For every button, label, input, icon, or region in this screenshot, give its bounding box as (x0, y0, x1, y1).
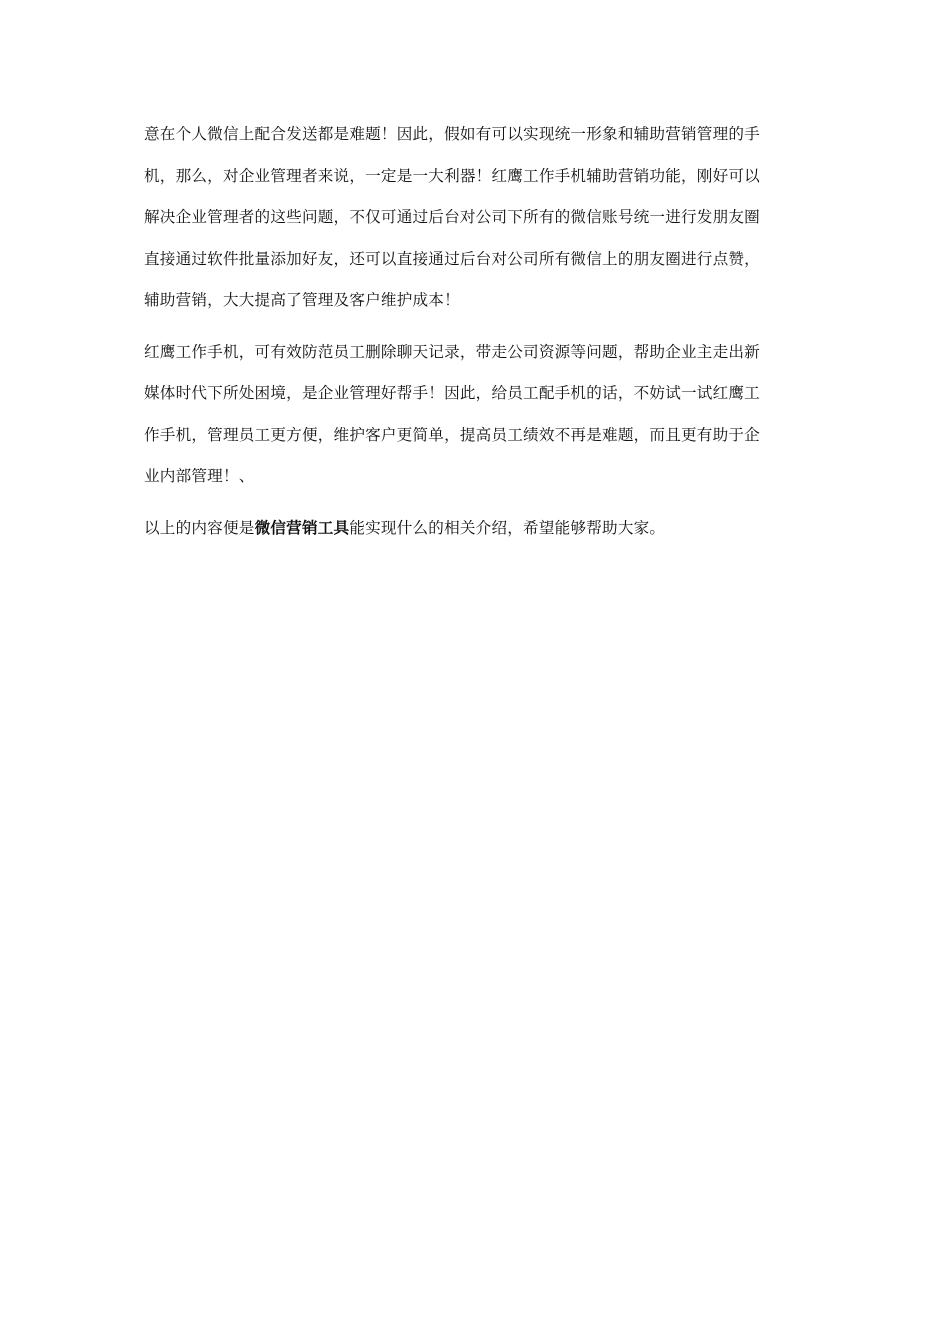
paragraph-line: 媒体时代下所处困境，是企业管理好帮手！因此，给员工配手机的话，不妨试一试红鹰工 (144, 384, 760, 402)
paragraph-3 (144, 508, 810, 550)
paragraph-line: 解决企业管理者的这些问题，不仅可通过后台对公司下所有的微信账号统一进行发朋友圈 (144, 208, 760, 226)
document-body (144, 114, 810, 559)
paragraph-2 (144, 332, 810, 498)
paragraph-line: 机，那么，对企业管理者来说，一定是一大利器！红鹰工作手机辅助营销功能，刚好可以 (144, 166, 760, 185)
summary-text-before: 以上的内容便是 (144, 518, 255, 537)
paragraph-line: 意在个人微信上配合发送都是难题！因此，假如有可以实现统一形象和辅助营销管理的手 (144, 125, 760, 143)
paragraph-line: 辅助营销，大大提高了管理及客户维护成本！ (144, 291, 460, 309)
paragraph-line: 作手机，管理员工更方便，维护客户更简单，提高员工绩效不再是难题，而且更有助于企 (144, 425, 760, 444)
paragraph-line (144, 508, 810, 550)
paragraph-line: 红鹰工作手机，可有效防范员工删除聊天记录，带走公司资源等问题，帮助企业主走出新 (144, 342, 760, 361)
keyword-link-text: 微信营销工具 (254, 518, 350, 537)
paragraph-1 (144, 114, 810, 322)
paragraph-line: 业内部管理！、 (144, 467, 255, 485)
paragraph-line: 直接通过软件批量添加好友，还可以直接通过后台对公司所有微信上的朋友圈进行点赞， (144, 249, 760, 268)
summary-text-after: 能实现什么的相关介绍，希望能够帮助大家。 (349, 518, 666, 537)
